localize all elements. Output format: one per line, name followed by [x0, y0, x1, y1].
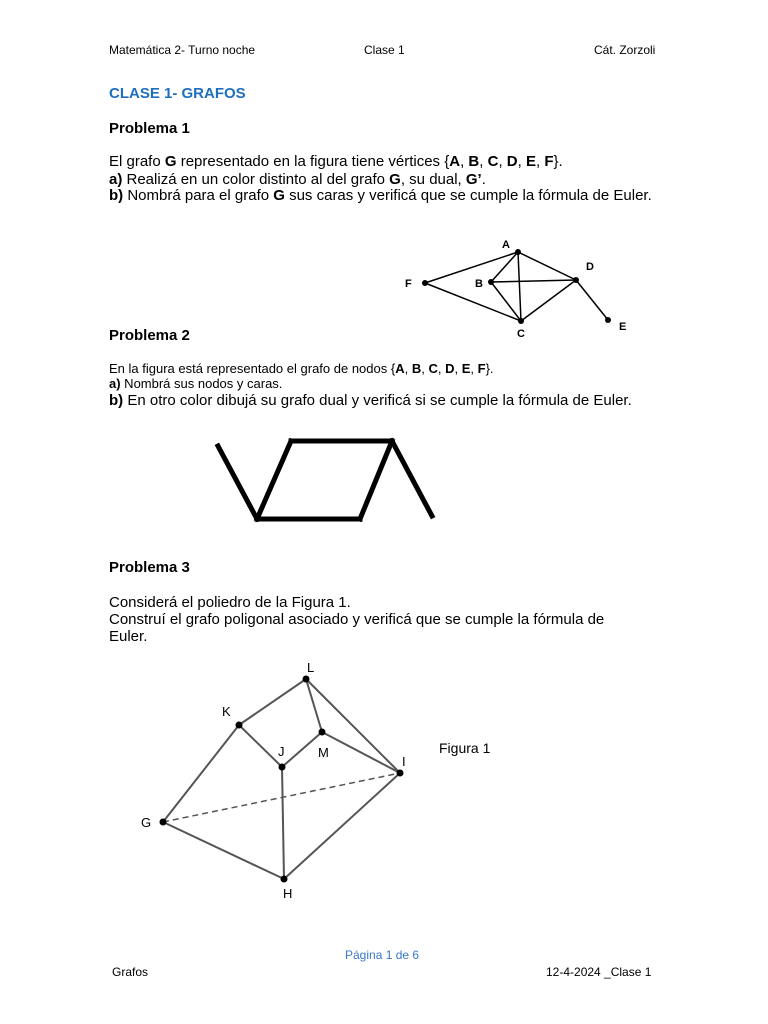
problem2-item-b: b) En otro color dibujá su grafo dual y verificá si se cumple la fórmula de Euler.	[109, 392, 632, 409]
header-class: Clase 1	[364, 43, 405, 57]
label-e: E	[619, 321, 627, 333]
problem2-heading: Problema 2	[109, 327, 190, 344]
figure-caption: Figura 1	[439, 740, 491, 756]
label-g: G	[141, 815, 152, 830]
edge-j-h	[282, 767, 284, 879]
problem1-item-b: b) Nombrá para el grafo G sus caras y verificá que se cumple la fórmula de Euler.	[109, 187, 652, 204]
vertex-m	[319, 729, 326, 736]
vertex-g	[160, 819, 167, 826]
vertex-j	[279, 764, 286, 771]
problem2-statement: En la figura está representado el grafo de nodos {A, B, C, D, E, F}.	[109, 361, 494, 376]
page-title: CLASE 1- GRAFOS	[109, 85, 246, 102]
edge-k-j	[239, 725, 282, 767]
label-j: J	[278, 744, 285, 759]
problem3-heading: Problema 3	[109, 559, 190, 576]
header-course: Matemática 2- Turno noche	[109, 43, 256, 57]
problem1-item-a: a) Realizá en un color distinto al del grafo G, su dual, G’.	[109, 171, 486, 188]
header-chair: Cát. Zorzoli	[594, 43, 656, 57]
problem3-line1: Considerá el poliedro de la Figura 1.	[109, 594, 351, 611]
label-c: C	[517, 328, 525, 340]
edge-g-h	[163, 822, 284, 879]
label-a: A	[502, 239, 510, 251]
edge-h-i	[284, 773, 400, 879]
problem2-item-a: a) Nombrá sus nodos y caras.	[109, 376, 283, 391]
label-i: I	[402, 754, 406, 769]
vertex-i	[397, 770, 404, 777]
label-l: L	[307, 660, 315, 675]
problem3-line2: Construí el grafo poligonal asociado y verificá que se cumple la fórmula de	[109, 611, 605, 628]
edge-j-m	[282, 732, 322, 767]
footer-date: 12-4-2024 _Clase 1	[546, 965, 652, 979]
footer-topic: Grafos	[112, 965, 149, 979]
label-k: K	[222, 704, 231, 719]
label-h: H	[283, 886, 293, 901]
page-number: Página 1 de 6	[345, 948, 420, 962]
vertex-k	[236, 722, 243, 729]
problem1-statement: El grafo G representado en la figura tiene vértices {A, B, C, D, E, F}.	[109, 153, 563, 170]
problem3-line3: Euler.	[109, 628, 148, 645]
label-b: B	[475, 278, 483, 290]
edge-k-g	[163, 725, 239, 822]
edge-l-k	[239, 679, 306, 725]
label-f: F	[405, 278, 412, 290]
edge-m-i	[322, 732, 400, 773]
label-m: M	[318, 745, 329, 760]
vertex-l	[303, 676, 310, 683]
vertex-h	[281, 876, 288, 883]
problem1-heading: Problema 1	[109, 120, 190, 137]
label-d: D	[586, 261, 594, 273]
